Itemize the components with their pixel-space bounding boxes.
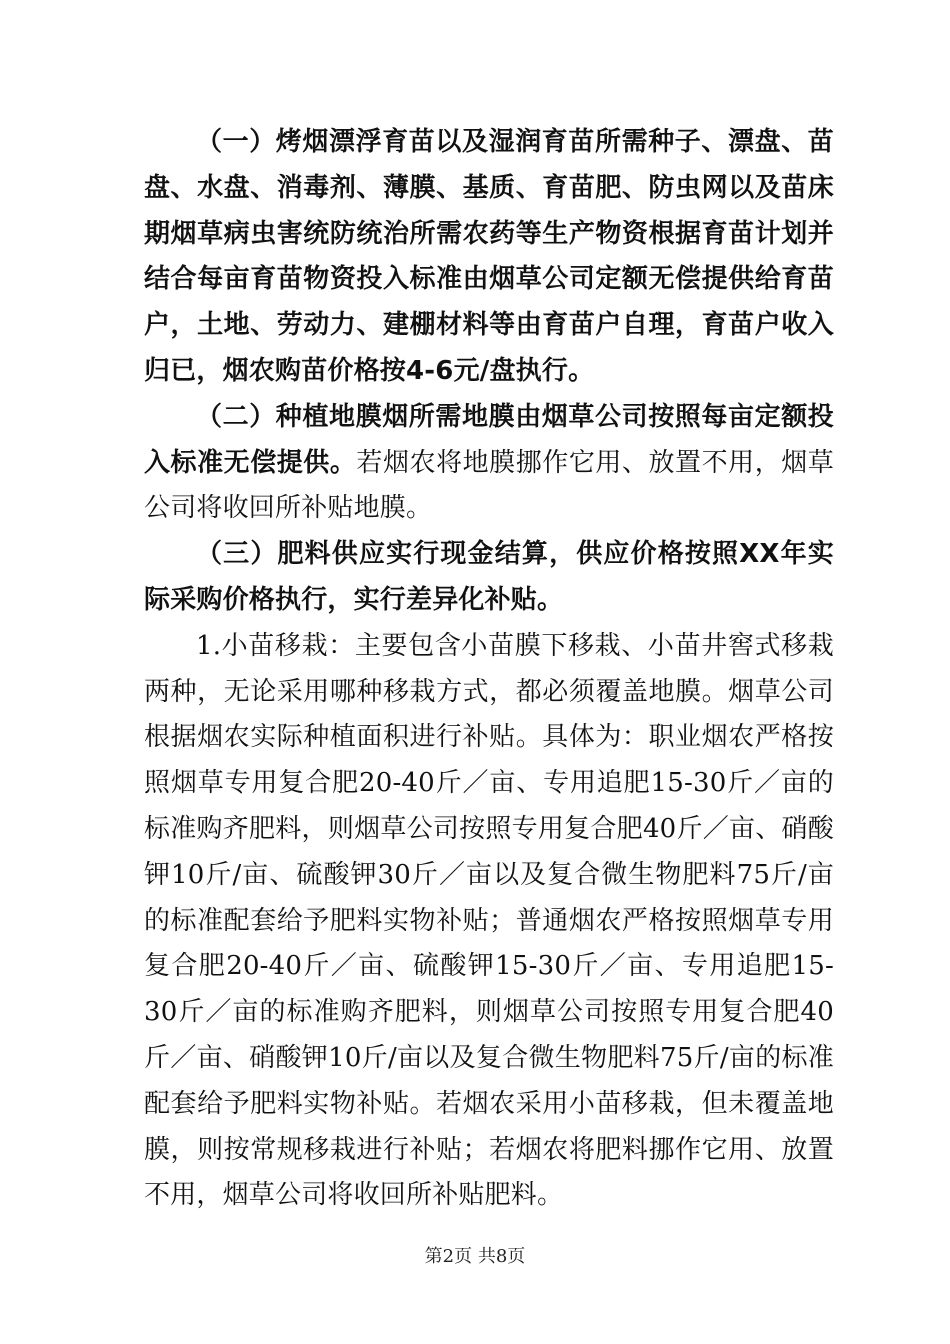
page-footer: 第2页 共8页 <box>424 1246 526 1267</box>
paragraph-2-normal-text: 若烟农将地膜挪作它用、放置不用，烟草公司将收回所补贴地膜。 <box>144 447 834 524</box>
paragraph-2 <box>144 395 834 532</box>
paragraph-1: （一）烤烟漂浮育苗以及湿润育苗所需种子、漂盘、苗盘、水盘、消毒剂、薄膜、基质、育苗肥、防虫网以及苗床期烟草病虫害统防统治所需农药等生产物资根据育苗计划并结合每亩育苗物资投入标准由烟草公司定额无偿提供给育苗户，土地、劳动力、建棚材料等由育苗户自理，育苗户收入归已，烟农购苗价格按4-6元/盘执行。 <box>144 127 834 386</box>
paragraph-4: 1.小苗移栽：主要包含小苗膜下移栽、小苗井窖式移栽两种，无论采用哪种移栽方式，都必须覆盖地膜。烟草公司根据烟农实际种植面积进行补贴。具体为：职业烟农严格按照烟草专用复合肥20-40斤／亩、专用追肥15-30斤／亩的标准购齐肥料，则烟草公司按照专用复合肥40斤／亩、硝酸钾10斤/亩、硫酸钾30斤／亩以及复合微生物肥料75斤/亩的标准配套给予肥料实物补贴；普通烟农严格按照烟草专用复合肥20-40斤／亩、硫酸钾15-30斤／亩、专用追肥15-30斤／亩的标准购齐肥料，则烟草公司按照专用复合肥40斤／亩、硝酸钾10斤/亩以及复合微生物肥料75斤/亩的标准配套给予肥料实物补贴。若烟农采用小苗移栽，但未覆盖地膜，则按常规移栽进行补贴；若烟农将肥料挪作它用、放置不用，烟草公司将收回所补贴肥料。 <box>144 630 834 1211</box>
document-body <box>144 120 834 1219</box>
paragraph-3: （三）肥料供应实行现金结算，供应价格按照XX年实际采购价格执行，实行差异化补贴。 <box>144 539 834 615</box>
paragraph-2-bold-text: （二）种植地膜烟所需地膜由烟草公司按照每亩定额投入标准无偿提供。 <box>144 401 834 478</box>
